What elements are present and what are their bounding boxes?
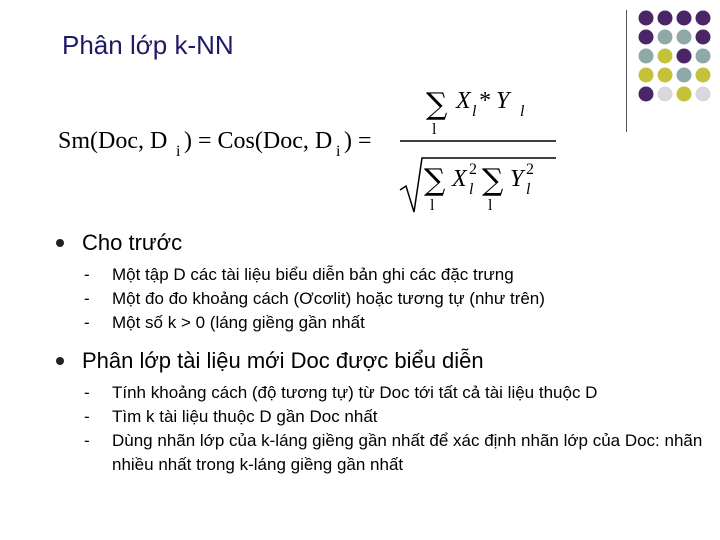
decor-dot [677, 87, 692, 102]
sub-item-text: Dùng nhãn lớp của k-láng giềng gần nhất để xác định nhãn lớp của Doc: nhãn nhiều nhất trong k-láng giềng gần nhất [112, 431, 703, 474]
sub-item [82, 311, 716, 335]
decor-dot [696, 68, 711, 83]
decor-dot [677, 49, 692, 64]
bullet-dot-icon [56, 357, 64, 365]
sub-item [82, 263, 716, 287]
sub-item [82, 381, 716, 405]
denominator-x: X [452, 166, 467, 192]
decor-dot [658, 30, 673, 45]
bullet-text: Cho trước [82, 230, 183, 255]
formula-mid: ) = Cos(Doc, D [184, 128, 333, 154]
decor-dot [639, 68, 654, 83]
decor-dot [639, 11, 654, 26]
denominator-x-sup: 2 [469, 161, 477, 178]
bullet-text: Phân lớp tài liệu mới Doc được biểu diễn [82, 348, 484, 373]
decor-dot [677, 11, 692, 26]
sub-item-text: Một đo đo khoảng cách (Ơcơlit) hoặc tương tự (như trên) [112, 289, 545, 308]
numerator-sum-sign: ∑ [426, 87, 448, 122]
dash-icon: - [84, 289, 90, 308]
bullet-item-given [56, 229, 716, 335]
denominator-sum-index-1: l [430, 197, 435, 214]
numerator-x: X [456, 88, 471, 114]
sub-item [82, 287, 716, 311]
numerator-x-sub: l [472, 103, 477, 120]
dash-icon: - [84, 407, 90, 426]
formula-lhs: Sm(Doc, D [58, 128, 168, 154]
decor-dot [639, 87, 654, 102]
bullet-list [56, 347, 716, 477]
denominator-y-sup: 2 [526, 161, 534, 178]
numerator-sum-index: l [432, 121, 437, 138]
decor-dot [658, 87, 673, 102]
numerator-times-y: * Y [478, 88, 510, 114]
decor-dot [658, 49, 673, 64]
decor-dot [639, 49, 654, 64]
denominator-y-sub: l [526, 181, 531, 198]
formula-mid-sub: i [336, 143, 341, 160]
denominator-y: Y [510, 166, 524, 192]
sub-item-text: Một tập D các tài liệu biểu diễn bản ghi các đặc trưng [112, 265, 514, 284]
decor-dot [677, 68, 692, 83]
sub-item [82, 405, 716, 429]
bullet-item-classify [56, 347, 716, 477]
dash-icon: - [84, 313, 90, 332]
formula-lhs-sub: i [176, 143, 181, 160]
numerator-y-sub: l [520, 103, 525, 120]
slide-title: Phân lớp k-NN [62, 30, 234, 60]
dash-icon: - [84, 265, 90, 284]
sub-list [82, 381, 716, 477]
decor-dot [696, 87, 711, 102]
decor-dot [639, 30, 654, 45]
sub-item-text: Tìm k tài liệu thuộc D gần Doc nhất [112, 407, 378, 426]
decor-dot [677, 30, 692, 45]
decor-dot [696, 30, 711, 45]
decor-dot [658, 68, 673, 83]
sub-item-text: Một số k > 0 (láng giềng gần nhất [112, 313, 365, 332]
bullet-dot-icon [56, 239, 64, 247]
decor-dot [696, 49, 711, 64]
decor-dot [696, 11, 711, 26]
formula-end: ) = [344, 128, 372, 154]
denominator-x-sub: l [469, 181, 474, 198]
denominator-sum-sign-1: ∑ [424, 163, 446, 198]
sub-item-text: Tính khoảng cách (độ tương tự) từ Doc tới tất cả tài liệu thuộc D [112, 383, 598, 402]
denominator-sum-index-2: l [488, 197, 493, 214]
bullet-list [56, 229, 716, 335]
decor-dot [658, 11, 673, 26]
dash-icon: - [84, 383, 90, 402]
similarity-formula [58, 78, 578, 218]
dash-icon: - [84, 431, 90, 450]
sub-item [82, 429, 716, 477]
sub-list [82, 263, 716, 335]
denominator-sum-sign-2: ∑ [482, 163, 504, 198]
